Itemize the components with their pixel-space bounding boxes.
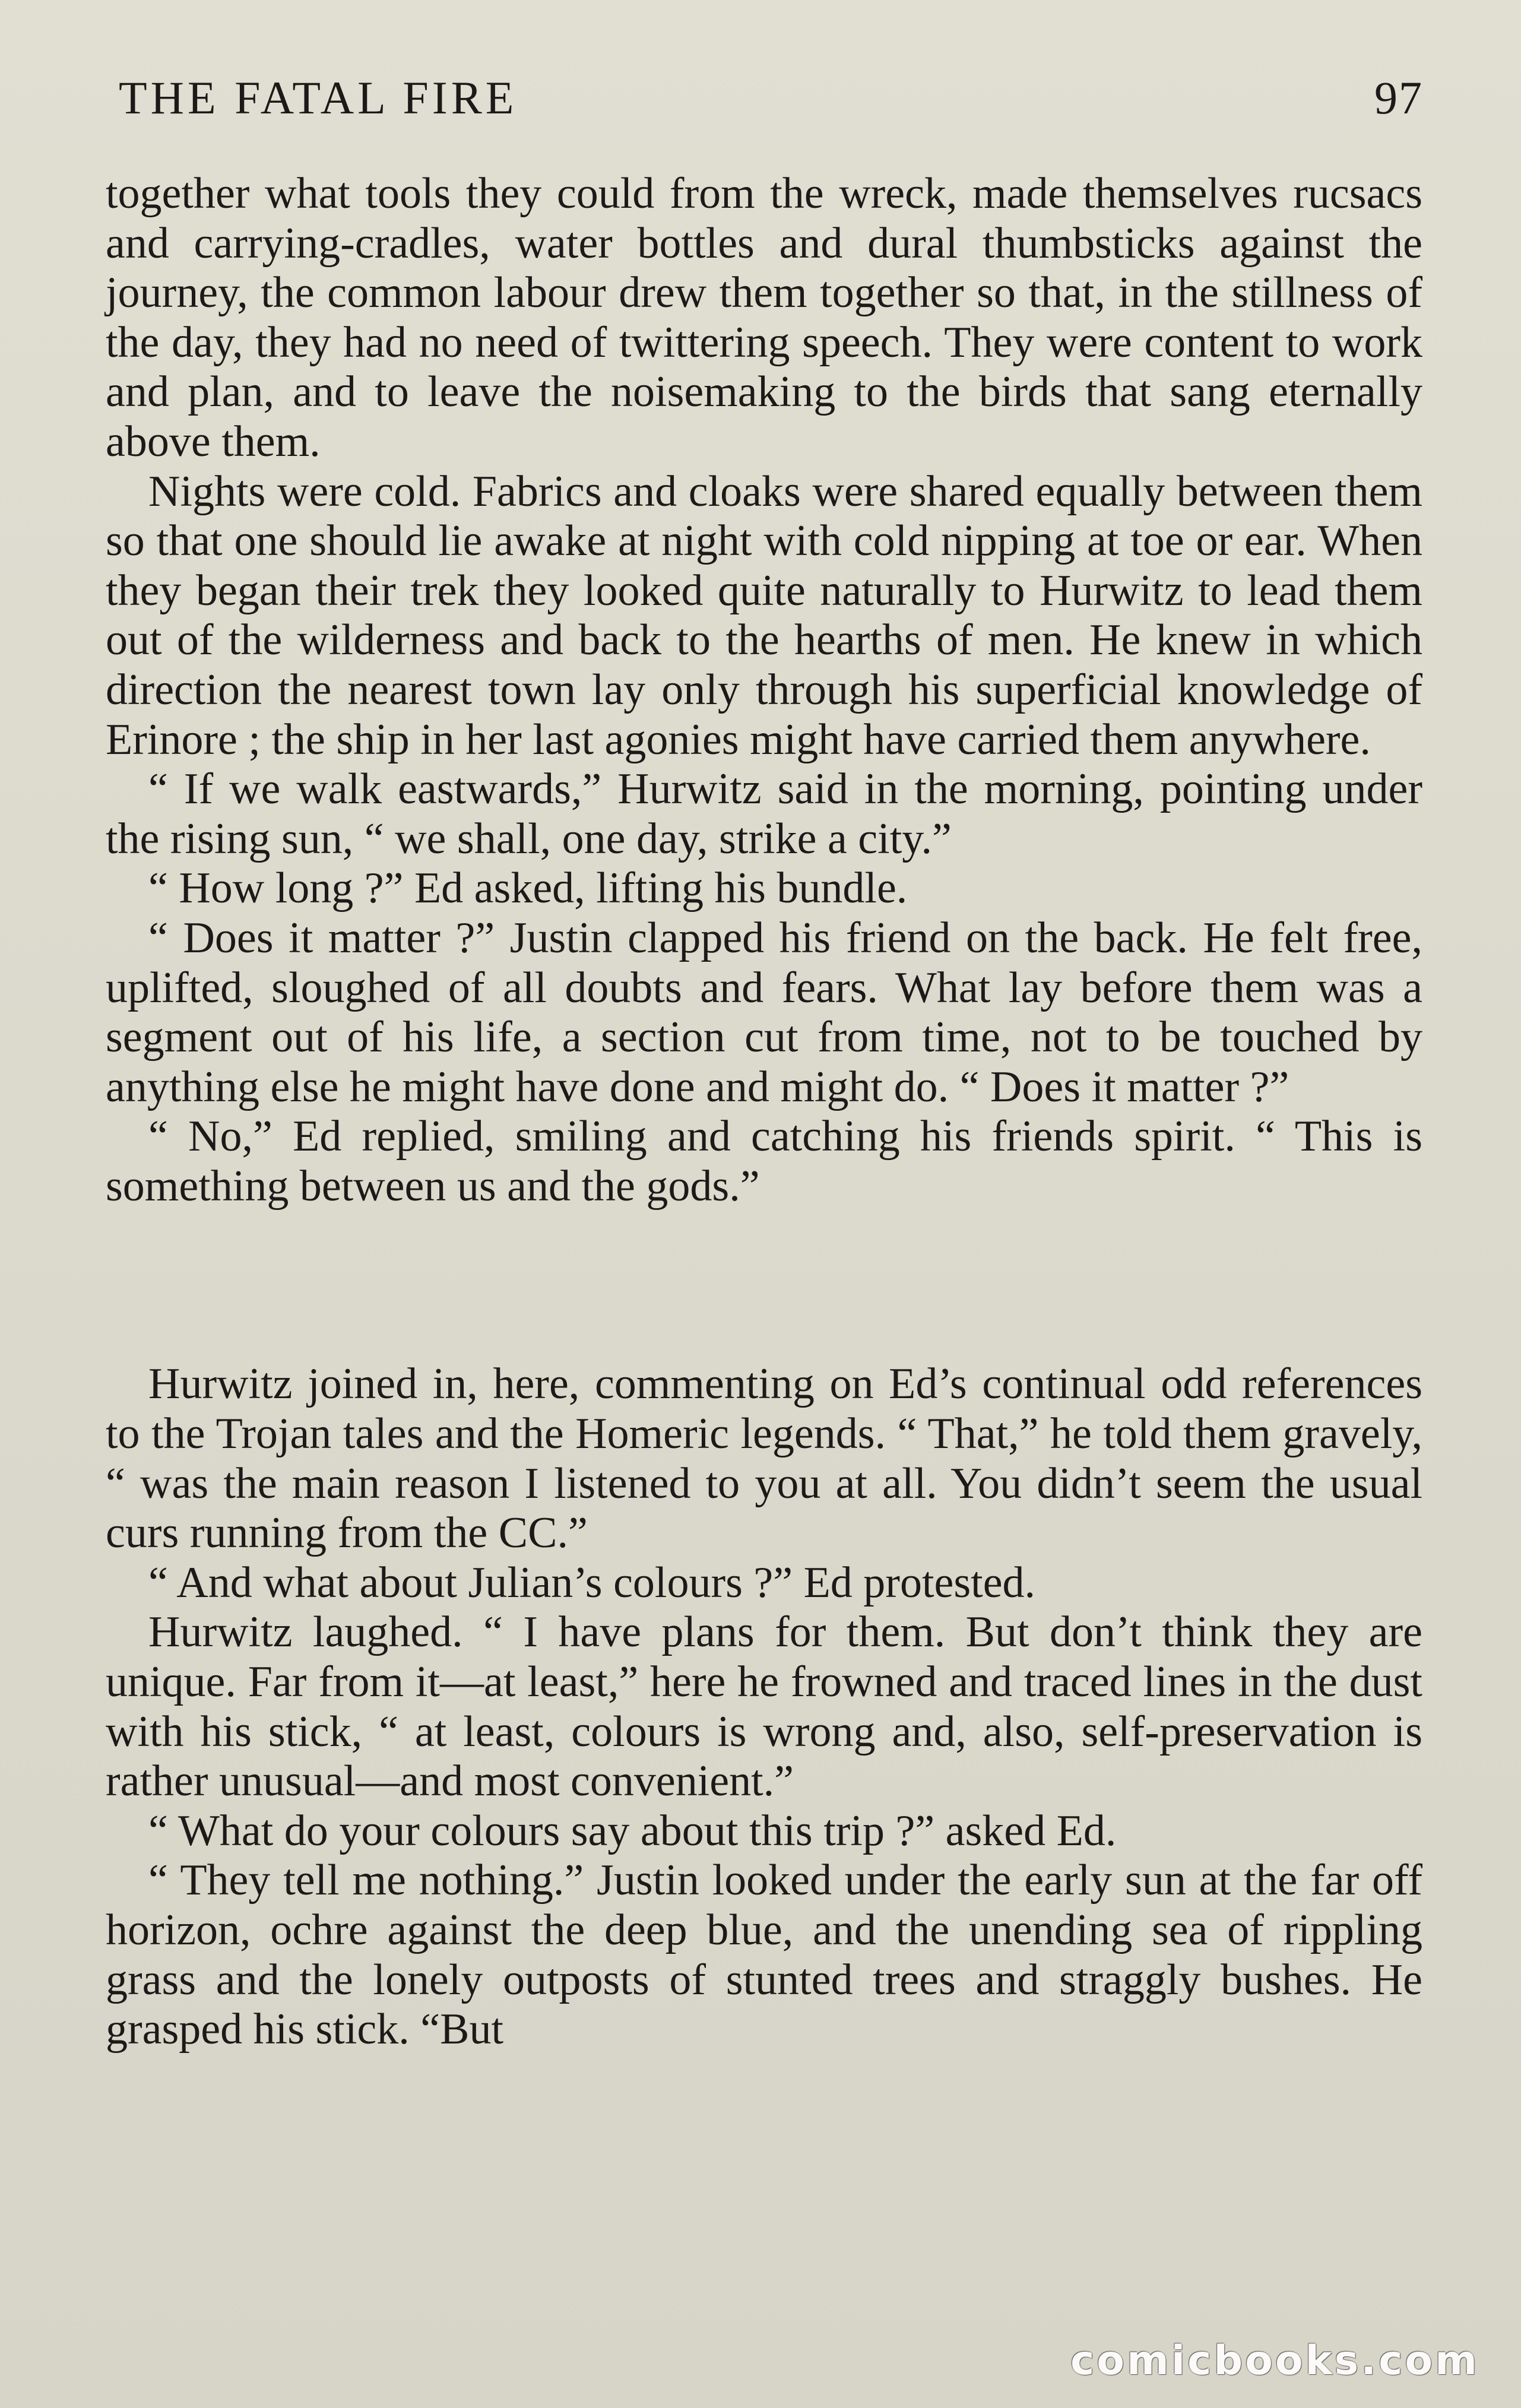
paragraph: together what tools they could from the wreck, made themselves rucsacs and carrying-cradles, water bottles and dural thumbsticks against the journey, the common labour drew them together so that, in the stillness of the day, they had no need of twittering speech. They were content to work and plan, and to leave the noisemaking to the birds that sang eternally above them. [106,169,1422,466]
paragraph: “ What do your colours say about this trip ?” asked Ed. [148,1806,1117,1855]
running-header [119,71,1423,131]
running-title: THE FATAL FIRE [119,72,518,123]
paragraph: “ And what about Julian’s colours ?” Ed protested. [148,1558,1036,1607]
paragraph: Hurwitz laughed. “ I have plans for them. But don’t think they are unique. Far from it—at least,” here he frowned and traced lines in the dust with his stick, “ at least, colours is wrong and, also, self-preservation is rather unusual—and most convenient.” [106,1608,1422,1806]
body-text [106,169,1422,2055]
paragraph: “ They tell me nothing.” Justin looked under the early sun at the far off horizon, ochre against the deep blue, and the unending sea of rippling grass and the lonely outposts of stunted trees and straggly bushes. He grasped his stick. “But [106,1856,1422,2054]
section-break [106,1211,1422,1360]
paragraph: “ If we walk eastwards,” Hurwitz said in the morning, pointing under the rising sun, “ we shall, one day, strike a city.” [106,765,1422,863]
page-number: 97 [1374,72,1423,123]
paragraph: Nights were cold. Fabrics and cloaks were shared equally between them so that one should lie awake at night with cold nipping at toe or ear. When they began their trek they looked quite naturally to Hurwitz to lead them out of the wilderness and back to the hearths of men. He knew in which direction the nearest town lay only through his superficial knowledge of Erinore ; the ship in her last agonies might have carried them anywhere. [106,467,1422,764]
site-watermark: comicbooks.com [1070,2337,1479,2384]
paragraph: “ Does it matter ?” Justin clapped his friend on the back. He felt free, uplifted, sloughed of all doubts and fears. What lay before them was a segment out of his life, a section cut from time, not to be touched by anything else he might have done and might do. “ Does it matter ?” [106,913,1422,1111]
paragraph: “ How long ?” Ed asked, lifting his bundle. [148,864,908,913]
paragraph: “ No,” Ed replied, smiling and catching his friends spirit. “ This is something between us and the gods.” [106,1112,1422,1211]
paragraph: Hurwitz joined in, here, commenting on Ed’s continual odd references to the Trojan tales and the Homeric legends. “ That,” he told them gravely, “ was the main reason I listened to you at all. You didn’t seem the usual curs running from the CC.” [106,1360,1422,1558]
